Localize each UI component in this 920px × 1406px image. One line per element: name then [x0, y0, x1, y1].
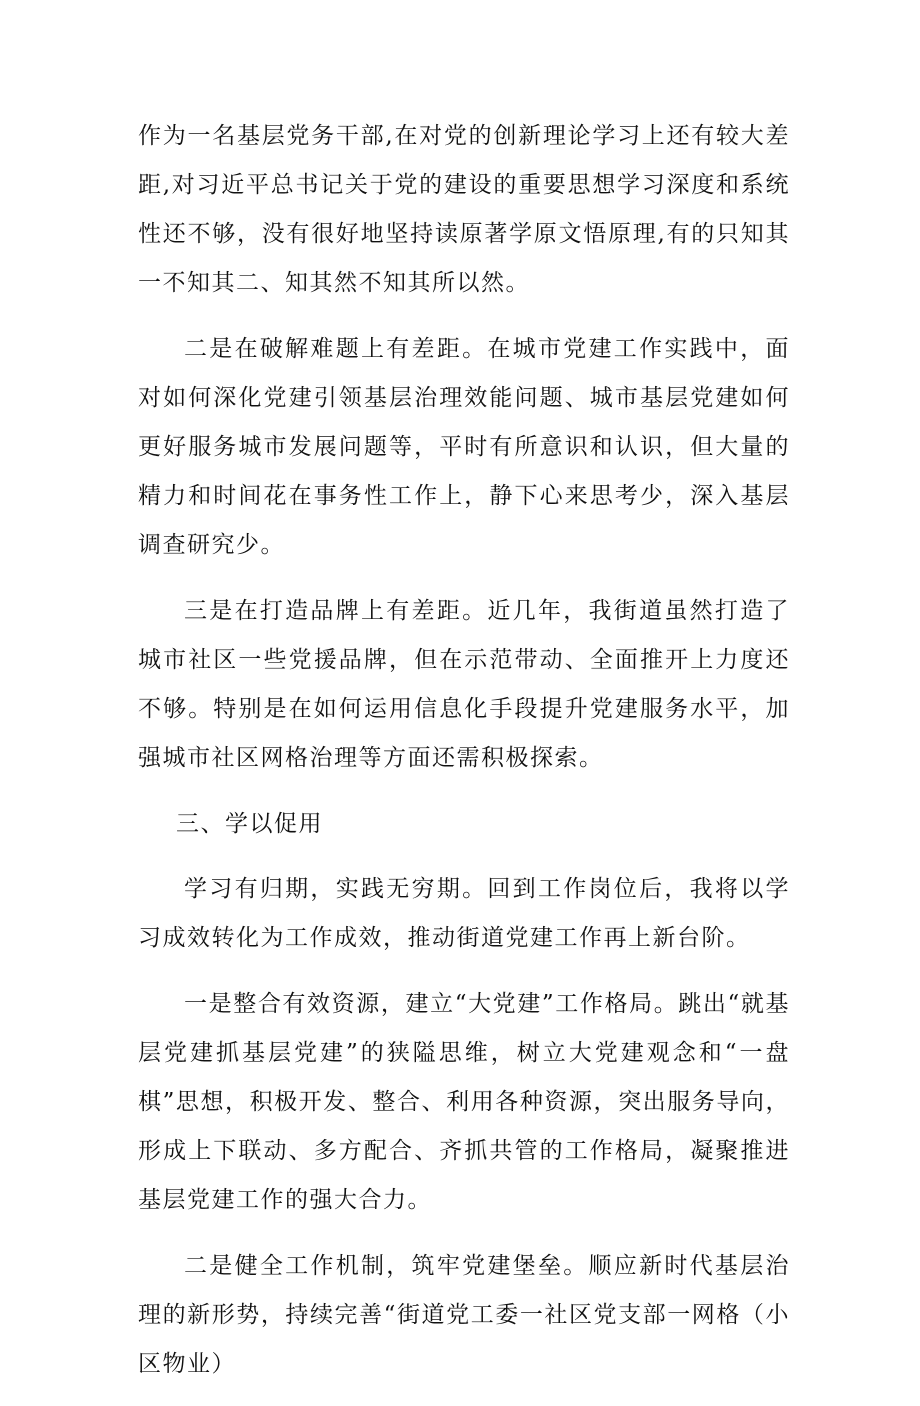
- paragraph-learning-practice: 学习有归期，实践无穷期。回到工作岗位后，我将以学习成效转化为工作成效，推动街道党建工作再上新台阶。: [138, 876, 790, 951]
- section-heading-apply-learning: 三、学以促用: [176, 811, 323, 837]
- paragraph-improve-mechanism: 二是健全工作机制，筑牢党建堡垒。顺应新时代基层治理的新形势，持续完善“街道党工委一社区党支部一网格（小区物业）: [138, 1253, 790, 1377]
- document-body: [138, 112, 790, 1406]
- paragraph-theory-study-gap: 作为一名基层党务干部,在对党的创新理论学习上还有较大差距,对习近平总书记关于党的建设的重要思想学习深度和系统性还不够，没有很好地坚持读原著学原文悟原理,有的只知其一不知其二、知其然不知其所以然。: [138, 123, 790, 296]
- paragraph-brand-building-gap: 三是在打造品牌上有差距。近几年，我街道虽然打造了城市社区一些党援品牌，但在示范带动、全面推开上力度还不够。特别是在如何运用信息化手段提升党建服务水平，加强城市社区网格治理等方面还需积极探索。: [138, 598, 790, 771]
- paragraph-integrate-resources: 一是整合有效资源，建立“大党建”工作格局。跳出“就基层党建抓基层党建”的狭隘思维，树立大党建观念和“一盘棋”思想，积极开发、整合、利用各种资源，突出服务导向，形成上下联动、多方配合、齐抓共管的工作格局，凝聚推进基层党建工作的强大合力。: [138, 991, 790, 1213]
- paragraph-problem-solving-gap: 二是在破解难题上有差距。在城市党建工作实践中，面对如何深化党建引领基层治理效能问题、城市基层党建如何更好服务城市发展问题等，平时有所意识和认识，但大量的精力和时间花在事务性工作上，静下心来思考少，深入基层调查研究少。: [138, 336, 790, 558]
